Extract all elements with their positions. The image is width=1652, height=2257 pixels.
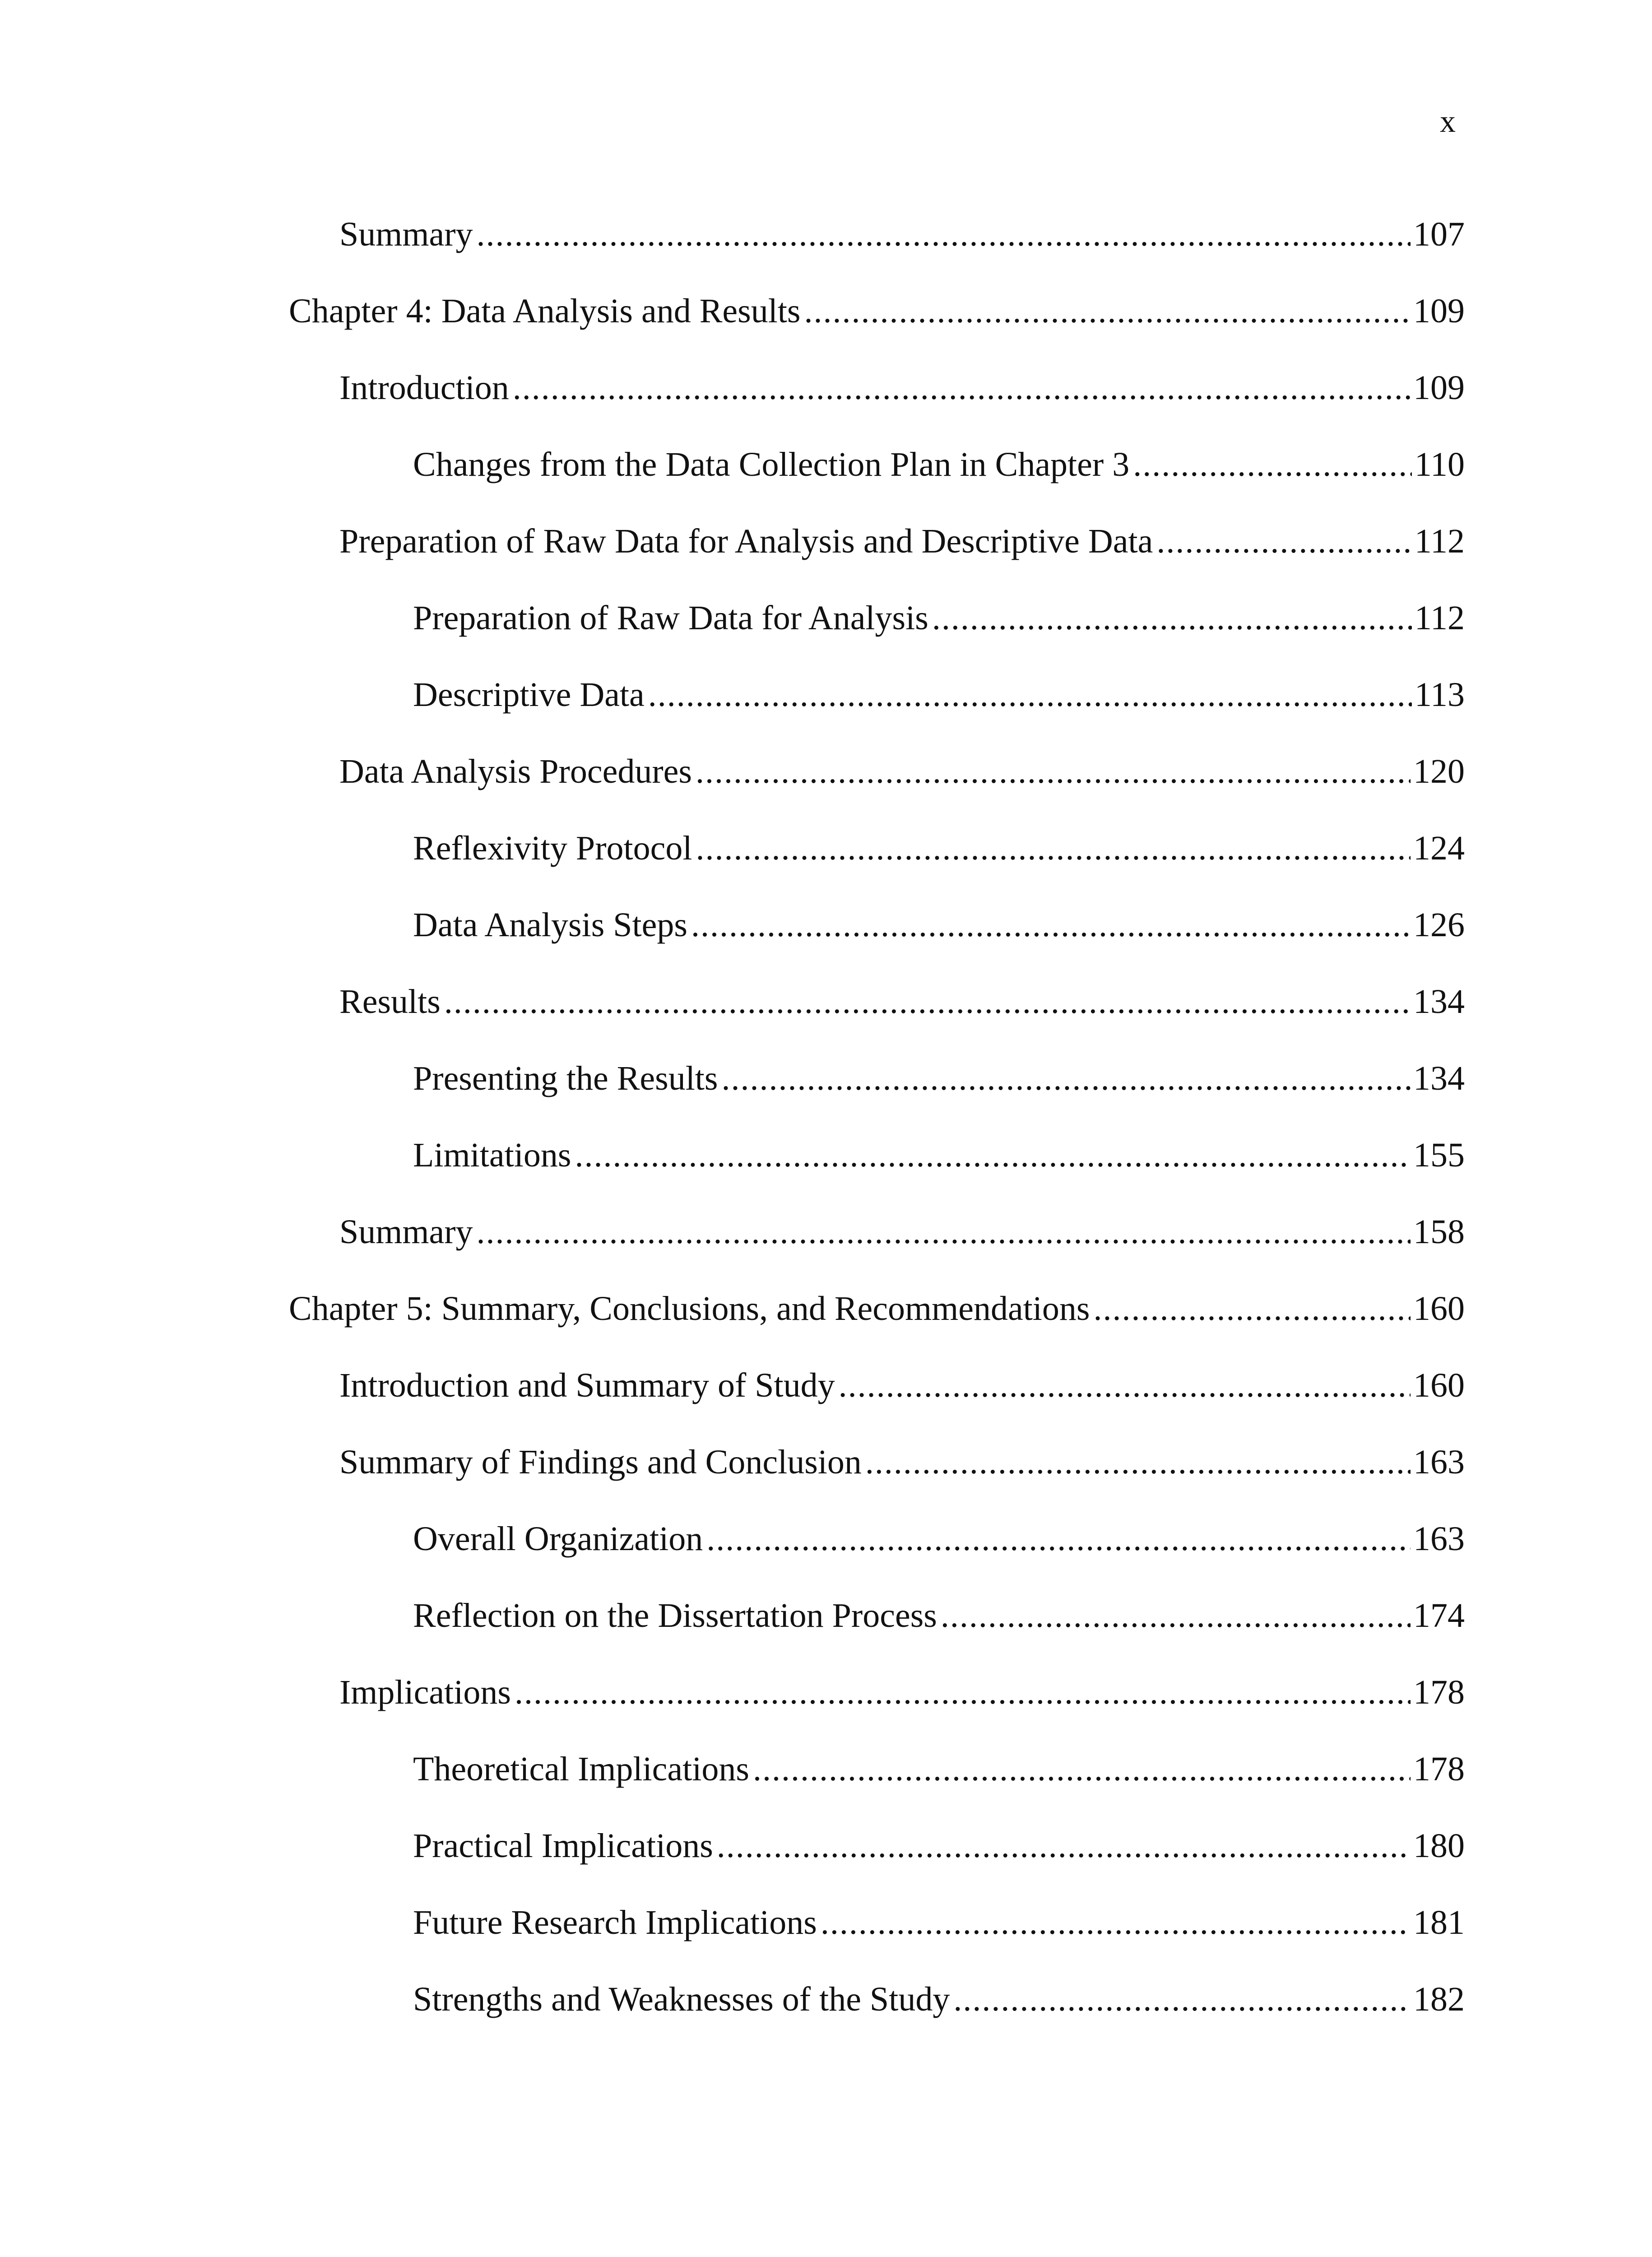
- toc-entry[interactable]: [289, 980, 1465, 1056]
- toc-dot-leader: [706, 1517, 1411, 1561]
- toc-dot-leader: [444, 980, 1411, 1024]
- toc-dot-leader: [513, 366, 1411, 410]
- toc-entry[interactable]: [289, 749, 1465, 826]
- toc-entry-title: Changes from the Data Collection Plan in Chapter 3: [413, 442, 1133, 487]
- toc-entry-page: 158: [1411, 1210, 1465, 1254]
- toc-entry-page: 155: [1411, 1133, 1465, 1177]
- toc-entry-title: Limitations: [413, 1133, 575, 1177]
- toc-dot-leader: [696, 826, 1411, 870]
- toc-entry-title: Preparation of Raw Data for Analysis and Descriptive Data: [339, 519, 1156, 563]
- toc-entry-title: Results: [339, 980, 444, 1024]
- toc-entry-title: Data Analysis Procedures: [339, 749, 696, 794]
- toc-dot-leader: [753, 1747, 1411, 1791]
- toc-dot-leader: [477, 212, 1411, 256]
- toc-entry-title: Implications: [339, 1670, 515, 1714]
- toc-dot-leader: [953, 1977, 1411, 2021]
- toc-entry-title: Chapter 5: Summary, Conclusions, and Recommendations: [289, 1286, 1094, 1331]
- toc-dot-leader: [839, 1363, 1411, 1407]
- toc-entry[interactable]: [289, 366, 1465, 442]
- toc-entry-title: Introduction and Summary of Study: [339, 1363, 839, 1407]
- toc-entry-title: Chapter 4: Data Analysis and Results: [289, 289, 804, 333]
- toc-entry-title: Presenting the Results: [413, 1056, 722, 1101]
- toc-dot-leader: [1094, 1286, 1411, 1331]
- toc-entry-page: 112: [1412, 596, 1465, 640]
- toc-entry-page: 113: [1412, 673, 1465, 717]
- toc-entry-page: 163: [1411, 1440, 1465, 1484]
- toc-dot-leader: [717, 1824, 1411, 1868]
- toc-entry[interactable]: [289, 519, 1465, 596]
- toc-entry-page: 112: [1412, 519, 1465, 563]
- toc-entry-page: 134: [1411, 980, 1465, 1024]
- toc-entry[interactable]: [289, 1977, 1465, 2054]
- toc-entry[interactable]: [289, 673, 1465, 749]
- toc-dot-leader: [804, 289, 1411, 333]
- toc-dot-leader: [821, 1900, 1411, 1945]
- toc-dot-leader: [865, 1440, 1411, 1484]
- toc-entry[interactable]: [289, 826, 1465, 903]
- toc-entry-page: 178: [1411, 1747, 1465, 1791]
- toc-entry-page: 107: [1411, 212, 1465, 256]
- toc-entry-title: Data Analysis Steps: [413, 903, 691, 947]
- toc-entry-title: Reflexivity Protocol: [413, 826, 696, 870]
- toc-entry[interactable]: [289, 289, 1465, 366]
- toc-entry-title: Strengths and Weaknesses of the Study: [413, 1977, 953, 2021]
- toc-entry-page: 181: [1411, 1900, 1465, 1945]
- toc-entry-page: 109: [1411, 366, 1465, 410]
- toc-entry-page: 110: [1412, 442, 1465, 487]
- toc-entry-title: Summary of Findings and Conclusion: [339, 1440, 865, 1484]
- toc-entry-page: 163: [1411, 1517, 1465, 1561]
- toc-entry[interactable]: [289, 1747, 1465, 1824]
- toc-entry[interactable]: [289, 1824, 1465, 1900]
- toc-dot-leader: [515, 1670, 1411, 1714]
- toc-entry-page: 182: [1411, 1977, 1465, 2021]
- toc-entry-title: Summary: [339, 1210, 477, 1254]
- page-number: x: [1440, 104, 1456, 139]
- toc-dot-leader: [1156, 519, 1411, 563]
- toc-entry-page: 134: [1411, 1056, 1465, 1101]
- toc-entry-title: Preparation of Raw Data for Analysis: [413, 596, 932, 640]
- toc-entry-title: Summary: [339, 212, 477, 256]
- toc-entry[interactable]: [289, 1900, 1465, 1977]
- toc-dot-leader: [691, 903, 1411, 947]
- toc-entry[interactable]: [289, 903, 1465, 980]
- toc-entry[interactable]: [289, 1133, 1465, 1210]
- toc-dot-leader: [932, 596, 1412, 640]
- toc-entry-page: 120: [1411, 749, 1465, 794]
- toc-entry-title: Introduction: [339, 366, 513, 410]
- toc-entry-title: Overall Organization: [413, 1517, 706, 1561]
- toc-dot-leader: [1133, 442, 1412, 487]
- toc-entry[interactable]: [289, 1286, 1465, 1363]
- toc-entry-title: Practical Implications: [413, 1824, 717, 1868]
- toc-entry-page: 160: [1411, 1286, 1465, 1331]
- toc-entry-page: 174: [1411, 1593, 1465, 1638]
- toc-entry[interactable]: [289, 1593, 1465, 1670]
- toc-entry[interactable]: [289, 1363, 1465, 1440]
- toc-entry[interactable]: [289, 1210, 1465, 1286]
- toc-entry-title: Descriptive Data: [413, 673, 648, 717]
- toc-entry[interactable]: [289, 596, 1465, 673]
- toc-dot-leader: [696, 749, 1411, 794]
- toc-entry-title: Reflection on the Dissertation Process: [413, 1593, 941, 1638]
- toc-entry[interactable]: [289, 1440, 1465, 1517]
- toc-entry-page: 126: [1411, 903, 1465, 947]
- toc-entry-page: 180: [1411, 1824, 1465, 1868]
- toc-entry-page: 109: [1411, 289, 1465, 333]
- toc-entry[interactable]: [289, 212, 1465, 289]
- table-of-contents: [289, 212, 1465, 2054]
- toc-entry-title: Theoretical Implications: [413, 1747, 753, 1791]
- toc-dot-leader: [941, 1593, 1411, 1638]
- toc-entry-page: 160: [1411, 1363, 1465, 1407]
- toc-entry[interactable]: [289, 442, 1465, 519]
- toc-entry[interactable]: [289, 1670, 1465, 1747]
- toc-dot-leader: [575, 1133, 1411, 1177]
- toc-entry-title: Future Research Implications: [413, 1900, 821, 1945]
- toc-dot-leader: [648, 673, 1412, 717]
- toc-entry-page: 124: [1411, 826, 1465, 870]
- toc-dot-leader: [477, 1210, 1411, 1254]
- toc-entry-page: 178: [1411, 1670, 1465, 1714]
- toc-dot-leader: [722, 1056, 1411, 1101]
- toc-entry[interactable]: [289, 1056, 1465, 1133]
- toc-entry[interactable]: [289, 1517, 1465, 1593]
